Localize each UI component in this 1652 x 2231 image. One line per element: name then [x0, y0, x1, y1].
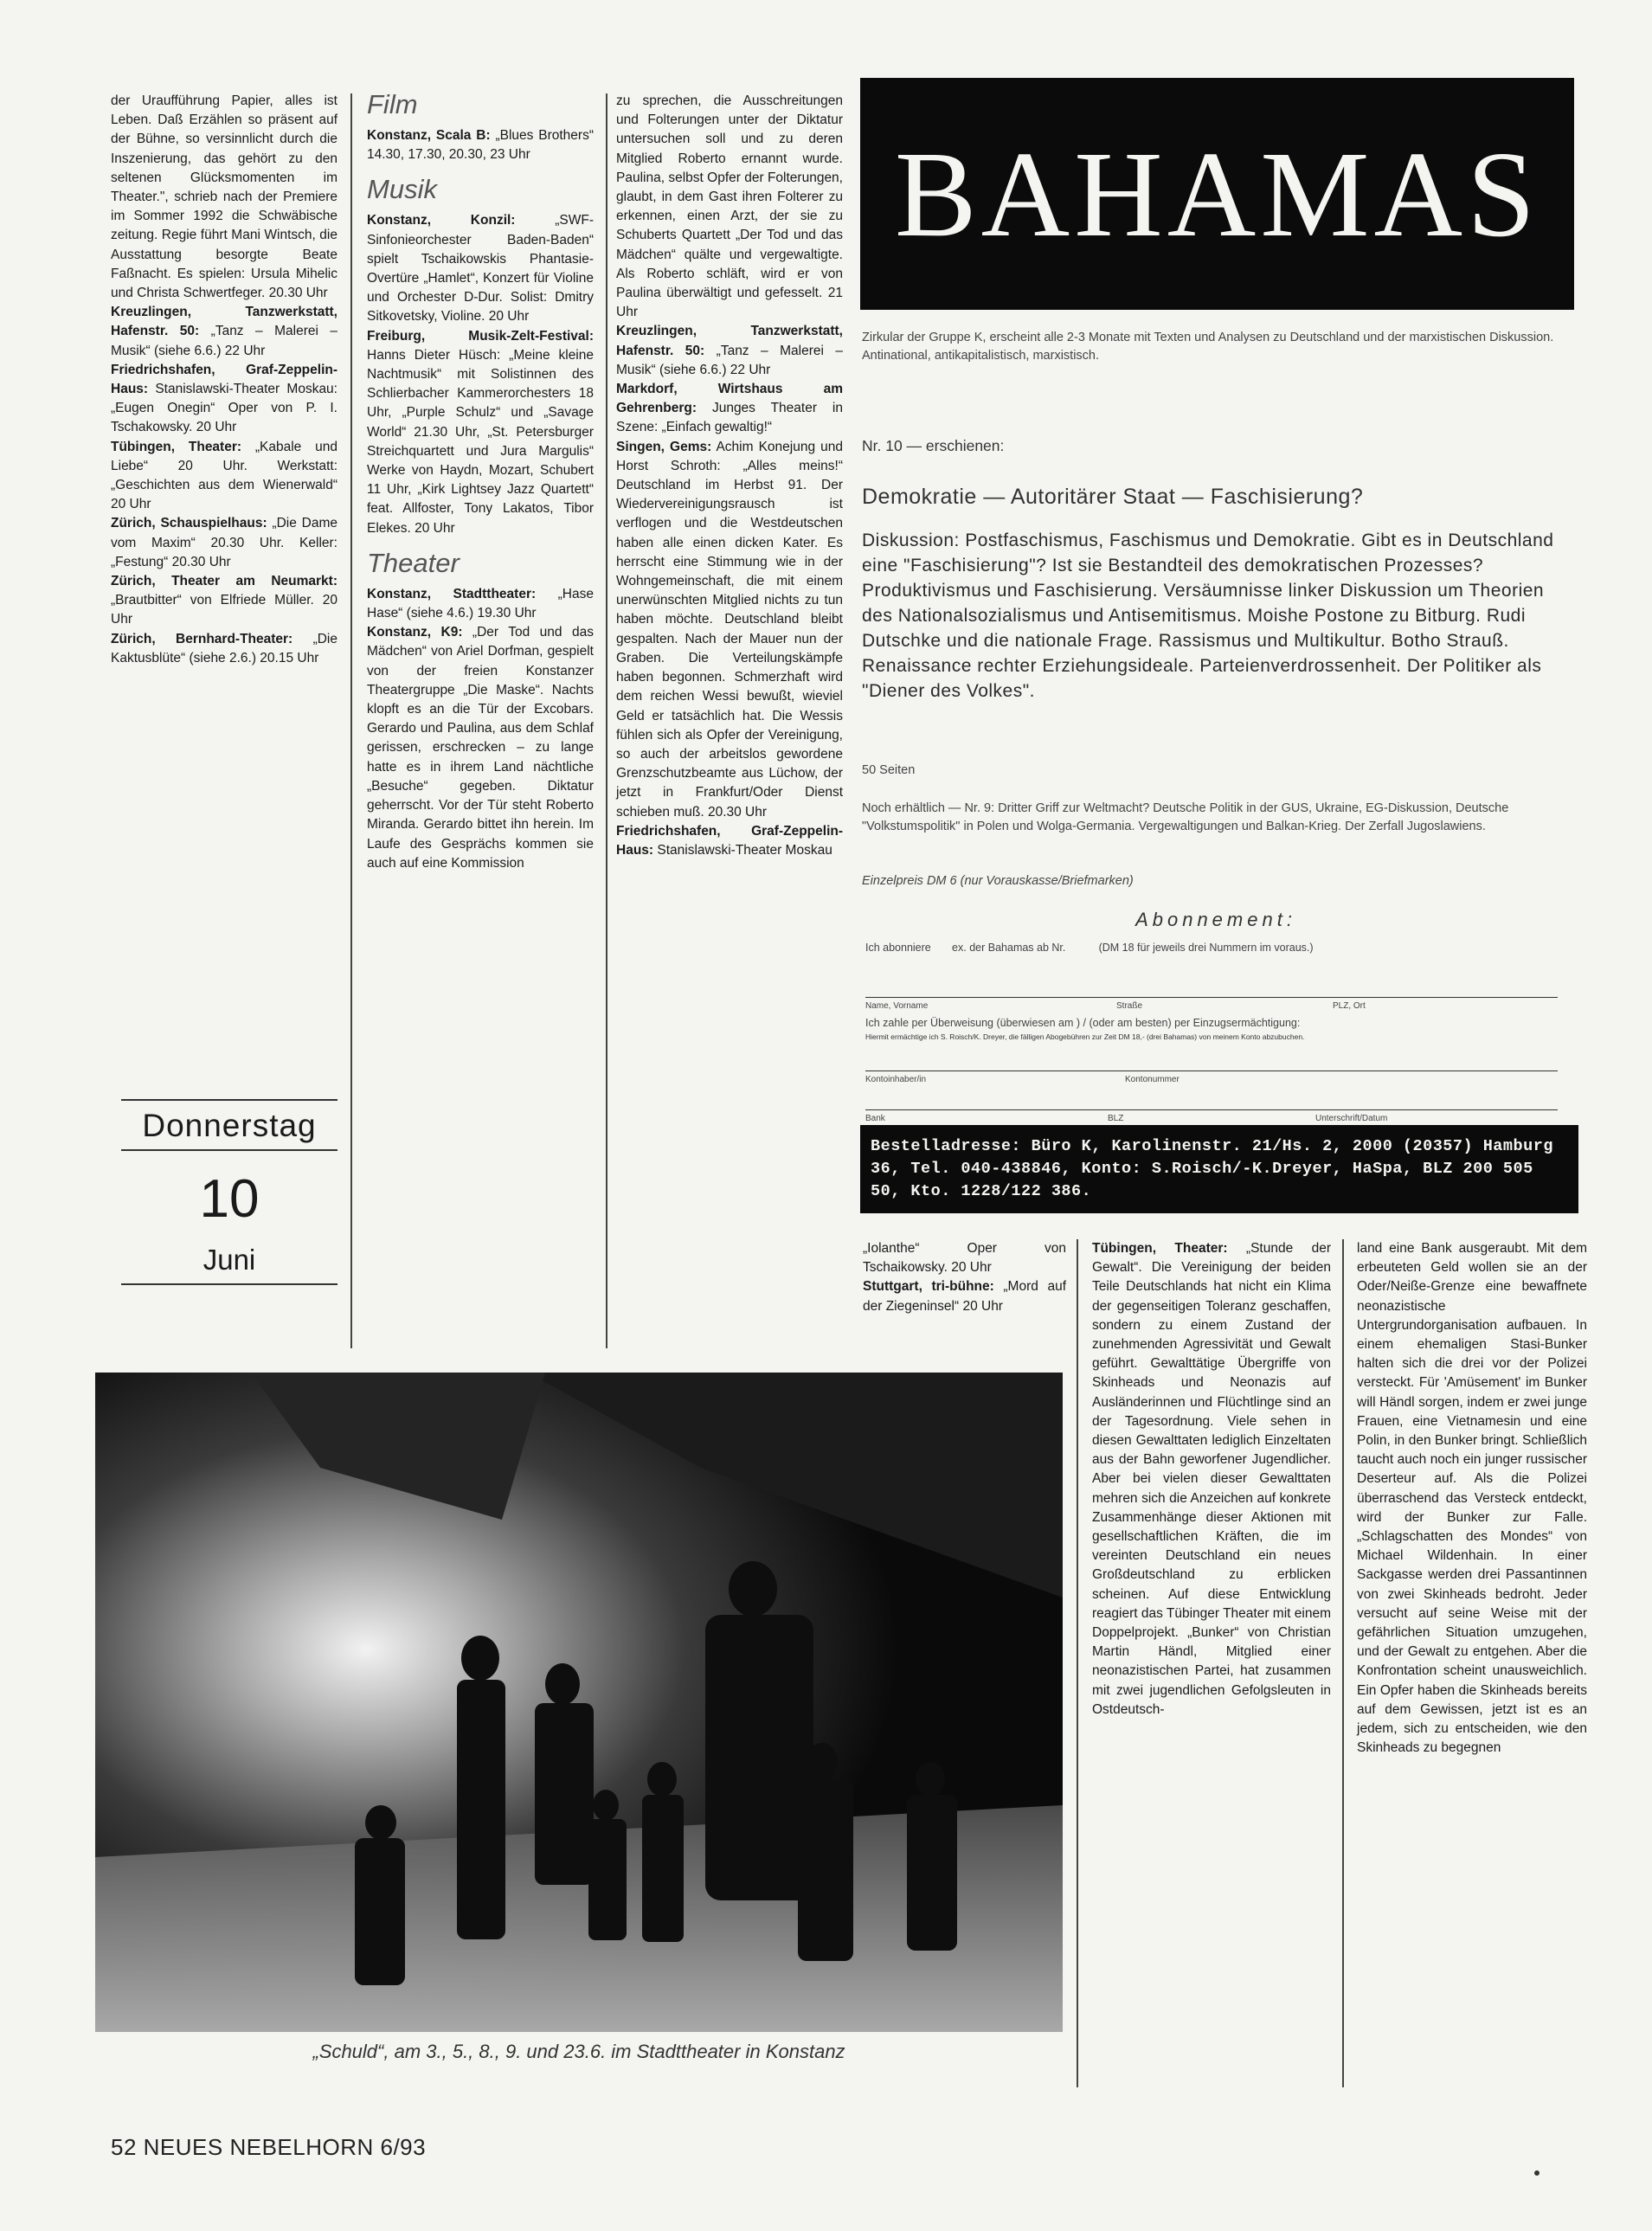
form-label-blz: BLZ: [1108, 1114, 1124, 1123]
column-5: [863, 1239, 1066, 1316]
form-label-signature: Unterschrift/Datum: [1315, 1114, 1388, 1123]
form-label-account: Kontonummer: [1125, 1075, 1180, 1084]
listing-entry: Zürich, Bernhard-Theater: „Die Kaktusblüte“ (siehe 2.6.) 20.15 Uhr: [111, 631, 337, 665]
bahamas-logo: BAHAMAS: [860, 78, 1574, 310]
column-divider: [606, 93, 607, 1348]
month: Juni: [202, 1244, 256, 1276]
section-heading-musik: Musik: [367, 174, 437, 205]
page-count: 50 Seiten: [862, 763, 916, 777]
issue-line: Nr. 10 — erschienen:: [862, 437, 1005, 454]
listing-entry: Zürich, Theater am Neumarkt: „Brautbitter“ von Elfriede Müller. 20 Uhr: [111, 574, 337, 627]
divider: [121, 1283, 337, 1285]
form-label-name: Name, Vorname: [865, 1001, 929, 1011]
listing-entry: Tübingen, Theater: „Kabale und Liebe“ 20 Uhr. Werkstatt: „Geschichten aus dem Wienerwald“ 20 Uhr: [111, 439, 337, 512]
column-divider: [1342, 1239, 1344, 2087]
abo-title: Abonnement:: [1135, 909, 1296, 930]
stage-photo: [95, 1373, 1063, 2032]
back-issue-note: Noch erhältlich — Nr. 9: Dritter Griff zur Weltmacht? Deutsche Politik in der GUS, Ukraine, EG-Diskussion, Deutsche "Volkstumspolitik" in Polen und Wolga-Germania. Vergewaltigungen und Balkan-Krieg. Der Zerfall Jugoslawiens.: [862, 801, 1509, 833]
listing-entry: Markdorf, Wirtshaus am Gehrenberg: Junges Theater in Szene: „Einfach gewaltig!“: [616, 382, 843, 435]
stage-photo-image: [95, 1373, 1063, 2032]
col7-text: land eine Bank ausgeraubt. Mit dem erbeuteten Geld wollen sie an der Oder/Neiße-Grenze eine bewaffnete neonazistische Untergrundorganisation aufbauen. In einem ehemaligen Stasi-Bunker halten sich die drei vor der Polizei versteckt. Für 'Amüsement' im Bunker will Händl sorgen, indem er zwei junge Frauen, eine Vietnamesin und eine Polin, in den Bunker bringt. Schließlich taucht auch noch ein junger russischer Deserteur auf. Als die Polizei überraschend das Versteck entdeckt, wird der Bunker zur Falle. „Schlagschatten des Mondes“ von Michael Wildenhain. In einer Sackgasse werden drei Passantinnen von zwei Skinheads bedroht. Jeder versucht auf seine Weise mit der gefährlichen Situation umzugehen, und der Gewalt zu entgehen. Aber die Konfrontation scheint unausweichlich. Ein Opfer haben die Skinheads bereits auf dem Gewissen, jetzt ist es an jedem, sich zu entscheiden, wie den Skinheads zu begegnen: [1357, 1241, 1587, 1756]
column-divider: [1077, 1239, 1078, 2087]
bahamas-advertisement: [857, 78, 1575, 1220]
listing-entry: Konstanz, Scala B: „Blues Brothers“ 14.30, 17.30, 20.30, 23 Uhr: [367, 128, 594, 163]
ad-intro: Zirkular der Gruppe K, erscheint alle 2-3 Monate mit Texten und Analysen zu Deutschland und der marxistischen Diskussion. Antinational, antikapitalistisch, marxistisch.: [862, 331, 1554, 363]
column-divider: [350, 93, 352, 1348]
listing-entry: Konstanz, Stadttheater: „Hase Hase“ (siehe 4.6.) 19.30 Uhr: [367, 586, 594, 621]
column-6: [1092, 1239, 1331, 1720]
section-heading-theater: Theater: [367, 547, 460, 578]
col3-paragraph: zu sprechen, die Ausschreitungen und Folterungen unter der Diktatur untersuchen soll und zu deren Mitglied Roberto ernannt wurde. Paulina, selbst Opfer der Folterungen, glaubt, in dem Gast ihren Folterer zu erkennen, einen Arzt, der sie zu Schuberts Quartett „Der Tod und das Mädchen“ quälte und vergewaltigte. Als Roberto schläft, wird er von Paulina überwältigt und gefesselt. 21 Uhr: [616, 93, 843, 320]
order-address: Bestelladresse: Büro K, Karolinenstr. 21/Hs. 2, 2000 (20357) Hamburg 36, Tel. 040-438846, Konto: S.Roisch/-K.Dreyer, HaSpa, BLZ 200 505 50, Kto. 1228/122 386.: [860, 1125, 1578, 1213]
form-label-plz: PLZ, Ort: [1333, 1001, 1366, 1011]
address-form-row[interactable]: [865, 978, 1558, 1011]
listing-entry: Stuttgart, tri-bühne: „Mord auf der Ziegeninsel“ 20 Uhr: [863, 1279, 1066, 1314]
listing-entry: Friedrichshafen, Graf-Zeppelin-Haus: Stanislawski-Theater Moskau: [616, 823, 843, 858]
single-price: Einzelpreis DM 6 (nur Vorauskasse/Briefmarken): [862, 874, 1134, 888]
bank-form-row[interactable]: [865, 1090, 1558, 1123]
date-box: [121, 1099, 337, 1285]
listing-entry: Freiburg, Musik-Zelt-Festival: Hanns Dieter Hüsch: „Meine kleine Nachtmusik“ mit Solistinnen des Schlierbacher Kammerorchesters 18 Uhr, „Purple Schulz“ und „Savage World“ 21.30 Uhr, „St. Petersburger Streichquartett und Jura Margulis“ Werke von Haydn, Mozart, Schubert 11 Uhr, „Kirk Lightsey Jazz Quartett“ feat. Allfoster, Tony Lakatos, Tibor Elekes. 20 Uhr: [367, 328, 594, 536]
listing-entry: Zürich, Schauspielhaus: „Die Dame vom Maxim“ 20.30 Uhr. Keller: „Festung“ 20.30 Uhr: [111, 516, 337, 569]
day-number: 10: [199, 1169, 260, 1229]
listing-entry: Kreuzlingen, Tanzwerkstatt, Hafenstr. 50: „Tanz – Malerei – Musik“ (siehe 6.6.) 22 Uhr: [616, 324, 843, 377]
account-form-row[interactable]: [865, 1051, 1558, 1084]
listing-entry: Friedrichshafen, Graf-Zeppelin-Haus: Stanislawski-Theater Moskau: „Eugen Onegin“ Oper von P. I. Tschakowsky. 20 Uhr: [111, 362, 337, 435]
col5-text: „Iolanthe“ Oper von Tschaikowsky. 20 Uhr: [863, 1241, 1066, 1276]
col1-paragraph: der Uraufführung Papier, alles ist Leben. Daß Erzählen so präsent auf der Bühne, so versinnlicht durch die Inszenierung, das gehört zu den seltenen Glücksmomenten im Theater.", schrieb nach der Premiere im Sommer 1992 die Schwäbische zeitung. Regie führt Mani Wintsch, die Ausstattung besorgte Beate Faßnacht. Es spielen: Ursula Mihelic und Christa Schwertfeger. 20.30 Uhr: [111, 93, 337, 301]
page-footer: 52 NEUES NEBELHORN 6/93: [111, 2134, 427, 2160]
issue-headline: Demokratie — Autoritärer Staat — Faschisierung?: [862, 485, 1364, 509]
section-heading-film: Film: [367, 89, 418, 119]
issue-description: Diskussion: Postfaschismus, Faschismus und Demokratie. Gibt es in Deutschland eine "Faschisierung"? Ist sie Bestandteil des demokratischen Prozesses? Produktivismus und Faschisierung. Versäumnisse linker Diskussion um Theorien des Nationalsozialismus und Antisemitismus. Moishe Postone zu Bitburg. Rudi Dutschke und die nationale Frage. Rassismus und Multikultur. Botho Strauß. Renaissance rechter Erziehungsideale. Parteienverdrossenheit. Der Politiker als "Diener des Volkes".: [862, 530, 1554, 701]
listing-entry: Tübingen, Theater: „Stunde der Gewalt“. Die Vereinigung der beiden Teile Deutschlands hat nicht ein Klima der gegenseitigen Toleranz geschaffen, sondern zu einem Zustand der zunehmenden Agressivität und Gewalt geführt. Gewalttätige Übergriffe von Skinheads und Neonazis auf Ausländerinnen und Flüchtlinge sind an der Tagesordnung. Viele sehen in diesen Gewalttaten lediglich Einzeltaten aus der Bahn geworfener Jugendlicher. Aber bei vielen dieser Gewalttaten mehren sich die Anzeichen auf konkrete Zusammenhänge dieser Aktionen mit gesellschaftlichen Kräften, die im vereinten Deutschland ein neues Großdeutschland zu erblicken scheinen. Auf diese Entwicklung reagiert das Tübinger Theater mit einem Doppelprojekt. „Bunker“ von Christian Martin Händl, Mitglied einer neonazistischen Partei, hat zusammen mit zwei jugendlichen Gefolgsleuten in Ostdeutsch-: [1092, 1241, 1331, 1717]
column-7: [1357, 1239, 1587, 1758]
payment-authorization: Hiermit ermächtige ich S. Roisch/K. Dreyer, die fälligen Abogebühren zur Zeit DM 18,- (drei Bahamas) von meinem Konto abzubuchen.: [865, 1032, 1305, 1041]
listing-entry: Konstanz, Konzil: „SWF-Sinfonieorchester Baden-Baden“ spielt Tschaikowskis Phantasie-Overtüre „Hamlet“, Konzert für Violine und Orchester D-Dur. Solist: Dmitry Sitkovetsky, Violine. 20 Uhr: [367, 213, 594, 325]
photo-caption: „Schuld“, am 3., 5., 8., 9. und 23.6. im Stadttheater in Konstanz: [312, 2041, 845, 2062]
weekday: Donnerstag: [142, 1108, 317, 1143]
listing-entry: Singen, Gems: Achim Konejung und Horst Schroth: „Alles meins!“ Deutschland im Herbst 91. Der Wiedervereinigungsrausch ist verflogen und die Westdeutschen haben alle einen dicken Kater. Es herrscht eine Stimmung wie in der Wohngemeinschaft, die mit einem unerwünschten Mitglied nichts zu tun haben möchte. Deutschland bleibt gespalten. Nach der Mauer nun der Graben. Die Verteilungskämpfe haben begonnen. Schmerzhaft wird dem reichen Wessi bewußt, wieviel Geld er tatsächlich hat. Die Wessis fühlen sich als Opfer der Vereinigung, so auch der arbeitslos gewordene Grenzschutzbeamte aus Lüchow, der jetzt in Frankfurt/Oder Dienst schieben muß. 20.30 Uhr: [616, 439, 843, 820]
column-3: [616, 92, 843, 860]
ink-dot: [1534, 2170, 1540, 2176]
column-1: [111, 92, 337, 668]
abo-line: Ich abonniere ex. der Bahamas ab Nr. (DM 18 für jeweils drei Nummern im voraus.): [865, 942, 1314, 954]
column-2: [367, 88, 594, 873]
listing-entry: Kreuzlingen, Tanzwerkstatt, Hafenstr. 50: „Tanz – Malerei – Musik“ (siehe 6.6.) 22 Uhr: [111, 305, 337, 358]
listing-entry: Konstanz, K9: „Der Tod und das Mädchen“ von Ariel Dorfman, gespielt von der freien Konstanzer Theatergruppe „Die Maske“. Nachts klopft es an die Tür der Excobars. Gerardo und Paulina, aus dem Schlaf gerissen, erschrecken – zu lange hatte es in ihrem Land nächtliche „Besuche“ gegeben. Diktatur geherrscht. Vor der Tür steht Roberto Miranda. Gerardo bittet ihn herein. Im Laufe des Gesprächs kommen sie auch auf eine Kommission: [367, 625, 594, 871]
form-label-bank: Bank: [865, 1114, 885, 1123]
payment-line: Ich zahle per Überweisung (überwiesen am ) / (oder am besten) per Einzugsermächtigung:: [865, 1017, 1301, 1029]
form-label-street: Straße: [1116, 1001, 1143, 1011]
form-label-owner: Kontoinhaber/in: [865, 1075, 927, 1084]
